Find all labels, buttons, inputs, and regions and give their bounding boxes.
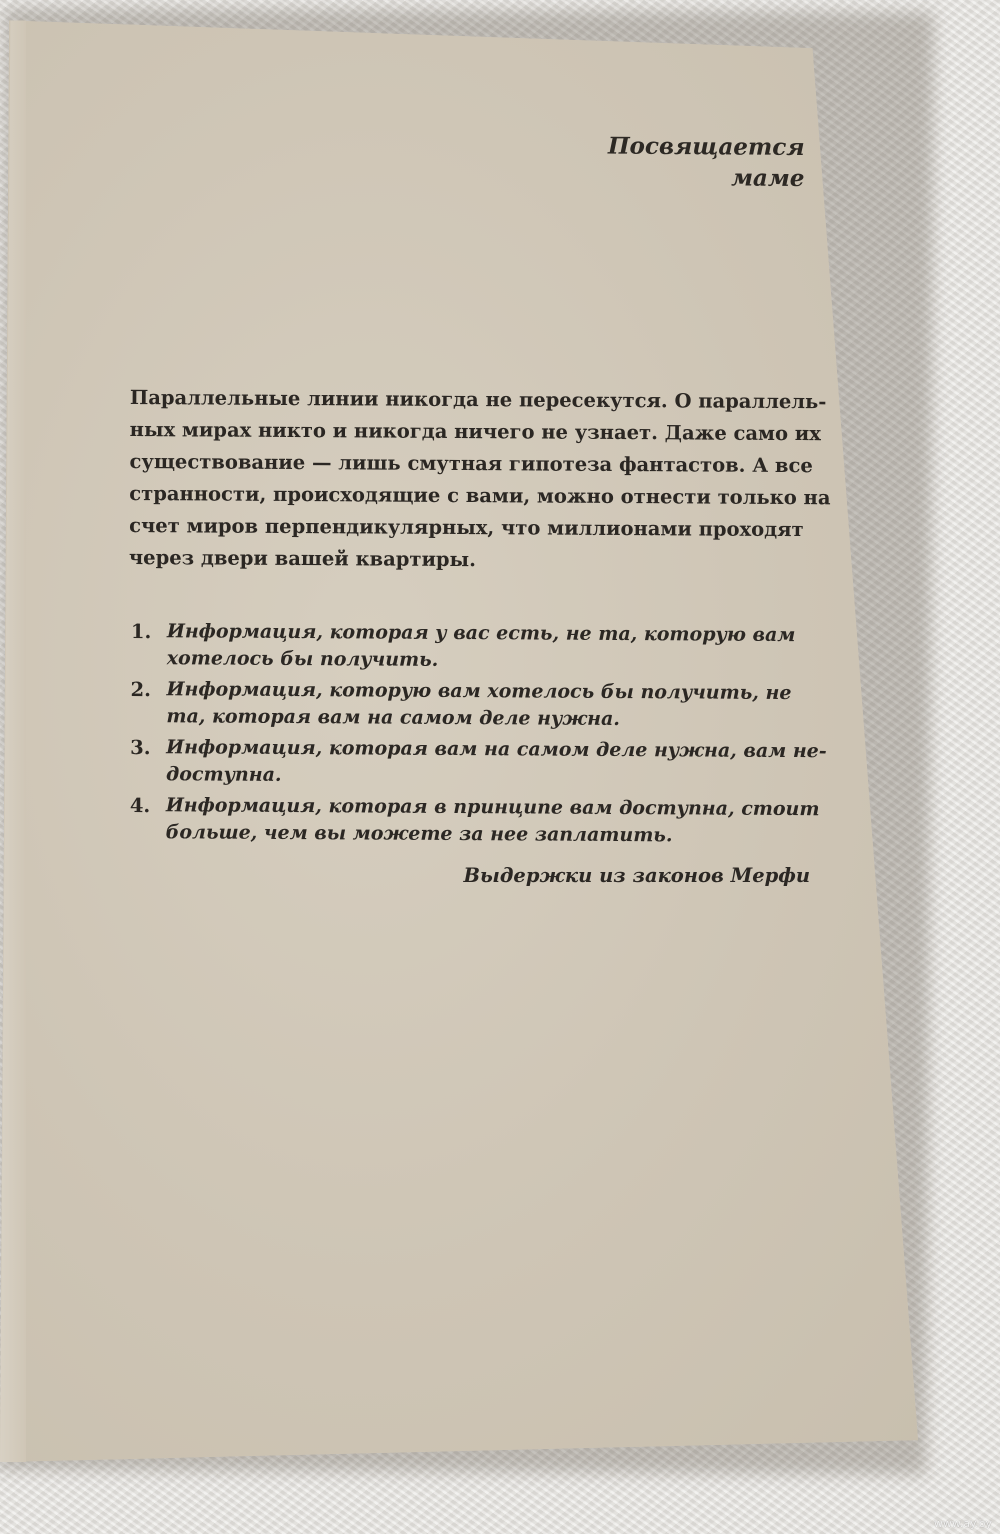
law-line: больше, чем вы можете за нее заплатить.	[165, 821, 673, 847]
epigraph-line: через двери вашей квартиры.	[128, 545, 477, 572]
law-item-1	[131, 618, 821, 676]
law-line: та, которая вам на самом деле нужна.	[166, 705, 621, 730]
law-line: Информация, которая в принципе вам доступна, стоит	[165, 794, 820, 821]
source-attribution: Выдержки из законов Мерфи	[463, 864, 810, 887]
law-number: 3.	[130, 735, 151, 760]
dedication	[608, 130, 805, 194]
epigraph-paragraph	[128, 382, 831, 578]
law-item-4	[130, 792, 820, 850]
law-text	[166, 676, 791, 734]
epigraph-line: счет миров перпендикулярных, что миллионами проходят	[129, 513, 804, 542]
law-number: 1.	[130, 619, 152, 644]
law-item-2	[130, 676, 820, 734]
law-line: доступна.	[165, 763, 282, 786]
law-line: Информация, которая вам на самом деле нужна, вам не-	[166, 736, 827, 763]
epigraph-line: существование — лишь смутная гипотеза фантастов. А все	[129, 449, 813, 478]
epigraph-line: Параллельные линии никогда не пересекутся. О параллель-	[129, 385, 827, 414]
law-number: 2.	[130, 677, 151, 702]
dedication-line-2: маме	[731, 164, 805, 192]
law-line: хотелось бы получить.	[166, 647, 439, 671]
epigraph-line: ных мирах никто и никогда ничего не узнает. Даже само их	[129, 417, 821, 446]
epigraph-line: странности, происходящие с вами, можно отнести только на	[129, 481, 831, 510]
murphy-laws-list	[129, 618, 827, 854]
law-number: 4.	[129, 793, 151, 818]
dedication-line-1: Посвящается	[608, 132, 805, 161]
law-text	[167, 618, 796, 676]
law-line: Информация, которая у вас есть, не та, которую вам	[166, 620, 796, 647]
law-line: Информация, которую вам хотелось бы получить, не	[166, 678, 792, 705]
law-text	[166, 792, 820, 850]
watermark: www.ay.by	[933, 1517, 992, 1530]
law-item-3	[130, 734, 827, 792]
law-text	[166, 734, 827, 792]
